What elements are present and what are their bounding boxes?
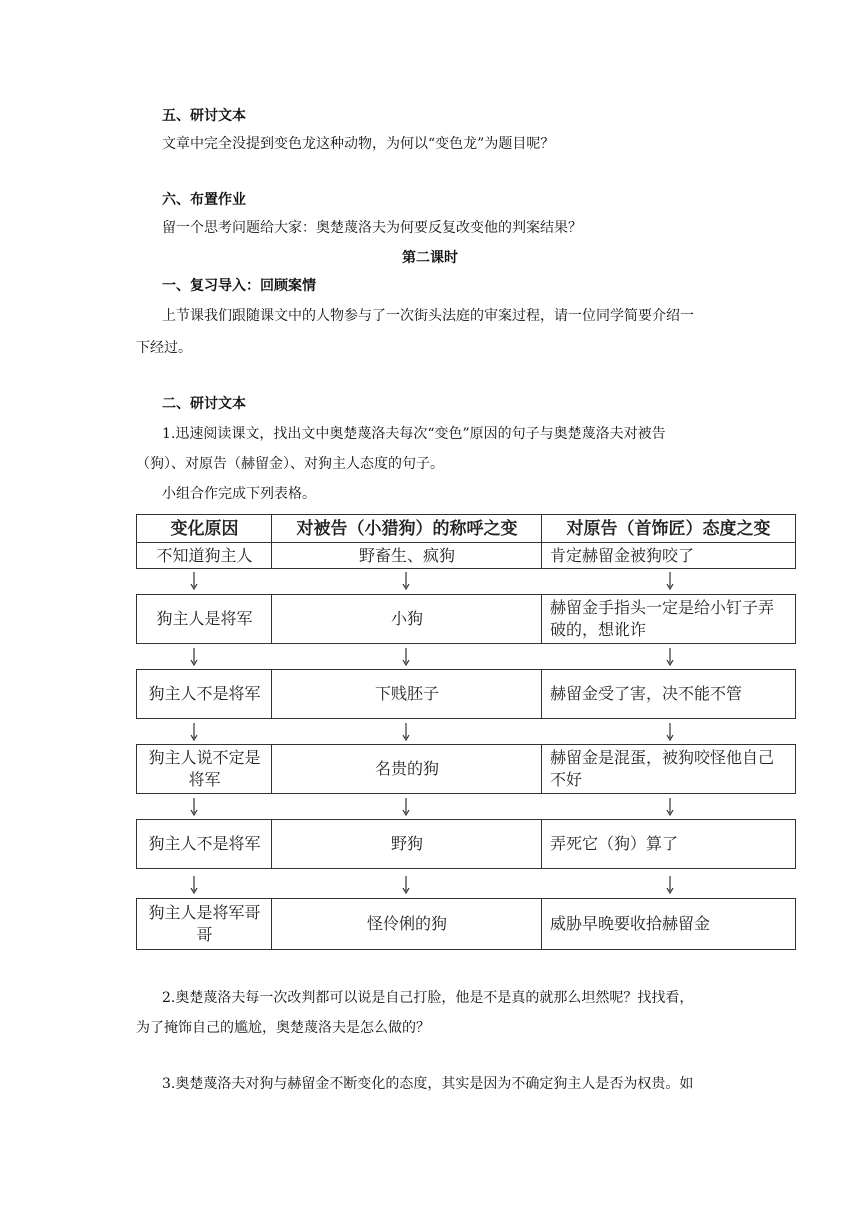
table-row-cause: 狗主人不是将军 (136, 669, 273, 719)
table-row-dog: 怪伶俐的狗 (271, 898, 543, 950)
section5-heading: 五、研讨文本 (162, 108, 246, 124)
down-arrow-icon (400, 723, 412, 741)
review-text-line2: 下经过。 (136, 340, 192, 356)
question1-line3: 小组合作完成下列表格。 (162, 486, 316, 502)
down-arrow-icon (188, 572, 200, 590)
down-arrow-icon (400, 798, 412, 816)
down-arrow-icon (664, 723, 676, 741)
table-row-dog: 下贱胚子 (271, 669, 543, 719)
table-row-dog: 小狗 (271, 594, 543, 644)
attitude-change-table (136, 514, 796, 952)
section6-heading: 六、布置作业 (162, 192, 246, 208)
question1-line1: 1.迅速阅读课文，找出文中奥楚蔑洛夫每次“变色”原因的句子与奥楚蔑洛夫对被告 (162, 426, 666, 442)
down-arrow-icon (188, 723, 200, 741)
lesson2-title: 第二课时 (402, 250, 458, 266)
table-row-plaintiff: 赫留金受了害，决不能不管 (541, 669, 796, 719)
discuss-heading: 二、研讨文本 (162, 396, 246, 412)
review-heading: 一、复习导入：回顾案情 (162, 278, 316, 294)
section5-text: 文章中完全没提到变色龙这种动物，为何以“变色龙”为题目呢？ (162, 136, 555, 152)
table-row-cause: 狗主人是将军哥哥 (136, 898, 273, 950)
table-row-dog: 野畜生、疯狗 (271, 542, 543, 569)
down-arrow-icon (664, 876, 676, 894)
table-row-cause: 不知道狗主人 (136, 542, 273, 569)
table-header-dog: 对被告（小猎狗）的称呼之变 (271, 514, 543, 544)
table-row-plaintiff: 赫留金是混蛋，被狗咬怪他自己不好 (541, 744, 796, 794)
down-arrow-icon (664, 648, 676, 666)
table-header-plaintiff: 对原告（首饰匠）态度之变 (541, 514, 796, 544)
table-row-plaintiff: 肯定赫留金被狗咬了 (541, 542, 796, 569)
table-row-plaintiff: 赫留金手指头一定是给小钉子弄破的，想讹诈 (541, 594, 796, 644)
table-row-plaintiff: 弄死它（狗）算了 (541, 819, 796, 869)
question1-line2: （狗）、对原告（赫留金）、对狗主人态度的句子。 (136, 456, 444, 472)
down-arrow-icon (664, 798, 676, 816)
section6-text: 留一个思考问题给大家：奥楚蔑洛夫为何要反复改变他的判案结果？ (162, 220, 582, 236)
question3-line1: 3.奥楚蔑洛夫对狗与赫留金不断变化的态度，其实是因为不确定狗主人是否为权贵。如 (162, 1076, 694, 1092)
down-arrow-icon (664, 572, 676, 590)
table-row-dog: 野狗 (271, 819, 543, 869)
question2-line1: 2.奥楚蔑洛夫每一次改判都可以说是自己打脸，他是不是真的就那么坦然呢？找找看， (162, 990, 694, 1006)
table-header-cause: 变化原因 (136, 514, 273, 544)
down-arrow-icon (400, 876, 412, 894)
table-row-cause: 狗主人说不定是将军 (136, 744, 273, 794)
table-row-dog: 名贵的狗 (271, 744, 543, 794)
question2-line2: 为了掩饰自己的尴尬，奥楚蔑洛夫是怎么做的？ (136, 1020, 430, 1036)
down-arrow-icon (400, 648, 412, 666)
review-text-line1: 上节课我们跟随课文中的人物参与了一次街头法庭的审案过程，请一位同学简要介绍一 (162, 308, 694, 324)
down-arrow-icon (188, 798, 200, 816)
table-row-cause: 狗主人不是将军 (136, 819, 273, 869)
down-arrow-icon (400, 572, 412, 590)
table-row-plaintiff: 威胁早晚要收拾赫留金 (541, 898, 796, 950)
down-arrow-icon (188, 876, 200, 894)
down-arrow-icon (188, 648, 200, 666)
table-row-cause: 狗主人是将军 (136, 594, 273, 644)
